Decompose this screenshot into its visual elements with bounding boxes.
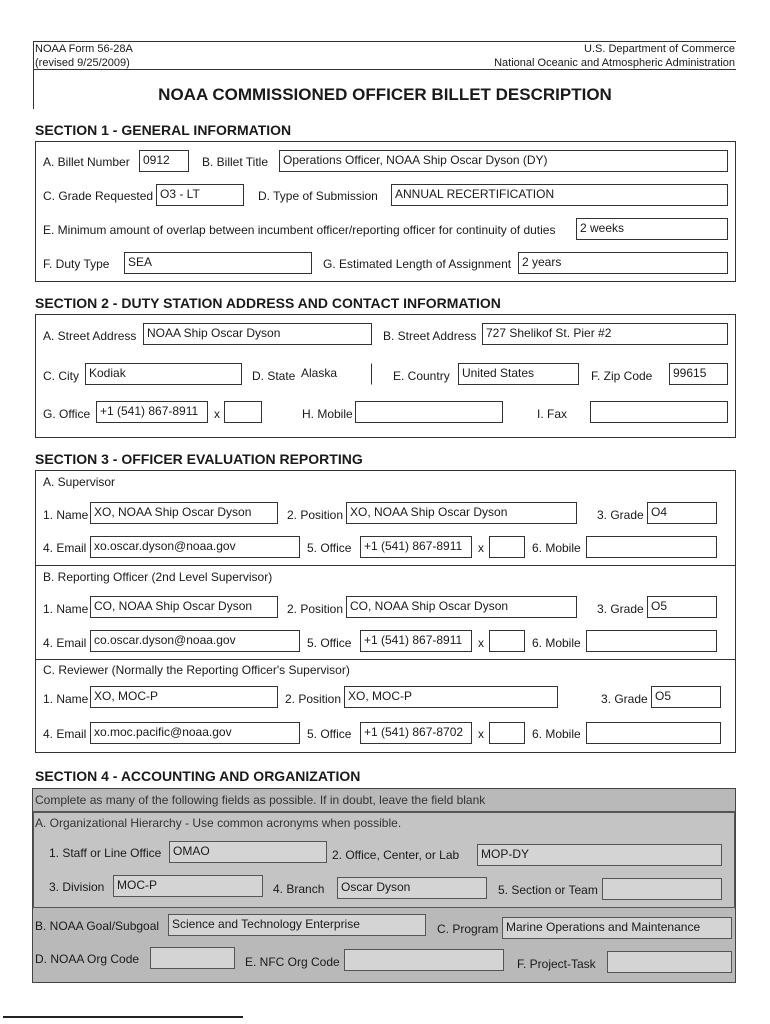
reviewer-heading: C. Reviewer (Normally the Reporting Officer's Supervisor): [43, 663, 350, 677]
reviewer-name-label: 1. Name: [43, 692, 89, 706]
reporting-ext-field[interactable]: [489, 630, 525, 652]
submission-type-label: D. Type of Submission: [258, 189, 378, 203]
org-code-field[interactable]: [150, 947, 235, 969]
page-title: NOAA COMMISSIONED OFFICER BILLET DESCRIPTION: [158, 85, 612, 104]
section-team-label: 5. Section or Team: [498, 883, 598, 897]
section3-title: SECTION 3 - OFFICER EVALUATION REPORTING: [35, 451, 363, 467]
department-name: U.S. Department of Commerce: [584, 43, 735, 55]
office-phone-label: G. Office: [43, 407, 91, 421]
reviewer-position-field[interactable]: XO, MOC-P: [344, 686, 558, 708]
nfc-code-label: E. NFC Org Code: [245, 955, 340, 969]
supervisor-email-label: 4. Email: [43, 541, 87, 555]
billet-number-field[interactable]: 0912: [139, 150, 189, 172]
country-label: E. Country: [393, 369, 450, 383]
reviewer-ext-field[interactable]: [489, 722, 525, 744]
agency-name: National Oceanic and Atmospheric Administration: [494, 57, 735, 69]
reviewer-office-label: 5. Office: [307, 727, 352, 741]
form-number: NOAA Form 56-28A: [35, 43, 133, 55]
staff-office-field[interactable]: OMAO: [169, 841, 327, 863]
reporting-name-field[interactable]: CO, NOAA Ship Oscar Dyson: [90, 596, 278, 618]
reviewer-office-field[interactable]: +1 (541) 867-8702: [360, 722, 472, 744]
reporting-email-field[interactable]: co.oscar.dyson@noaa.gov: [90, 630, 300, 652]
section4-panel: [32, 788, 736, 983]
section1-title: SECTION 1 - GENERAL INFORMATION: [35, 122, 292, 138]
reporting-position-field[interactable]: CO, NOAA Ship Oscar Dyson: [346, 596, 577, 618]
reporting-name-label: 1. Name: [43, 602, 89, 616]
fax-label: I. Fax: [537, 407, 568, 421]
section4-instruction: Complete as many of the following fields as possible. If in doubt, leave the field blank: [35, 793, 486, 807]
state-label: D. State: [252, 369, 296, 383]
supervisor-mobile-field[interactable]: [586, 536, 717, 558]
supervisor-grade-label: 3. Grade: [597, 508, 644, 522]
zip-field[interactable]: 99615: [669, 363, 728, 385]
reviewer-email-label: 4. Email: [43, 727, 87, 741]
billet-title-field[interactable]: Operations Officer, NOAA Ship Oscar Dyson (DY): [279, 150, 728, 172]
section-team-field[interactable]: [602, 878, 722, 900]
office-ext-x: x: [214, 407, 220, 421]
goal-field[interactable]: Science and Technology Enterprise: [168, 914, 426, 936]
office-center-field[interactable]: MOP-DY: [477, 844, 722, 866]
reporting-email-label: 4. Email: [43, 636, 87, 650]
office-ext-field[interactable]: [224, 401, 262, 423]
zip-label: F. Zip Code: [591, 369, 653, 383]
assignment-length-field[interactable]: 2 years: [518, 252, 728, 274]
org-code-label: D. NOAA Org Code: [35, 952, 140, 966]
supervisor-office-label: 5. Office: [307, 541, 352, 555]
street-b-label: B. Street Address: [383, 329, 477, 343]
overlap-field[interactable]: 2 weeks: [576, 218, 728, 240]
reporting-heading: B. Reporting Officer (2nd Level Supervisor): [43, 570, 273, 584]
reviewer-ext-x: x: [478, 727, 484, 741]
supervisor-name-label: 1. Name: [43, 508, 89, 522]
staff-office-label: 1. Staff or Line Office: [49, 846, 162, 860]
billet-number-label: A. Billet Number: [43, 155, 130, 169]
reviewer-mobile-label: 6. Mobile: [532, 727, 581, 741]
reviewer-name-field[interactable]: XO, MOC-P: [90, 686, 278, 708]
header-rule: [33, 69, 736, 70]
reviewer-grade-field[interactable]: O5: [651, 686, 721, 708]
grade-requested-label: C. Grade Requested: [43, 189, 154, 203]
office-center-label: 2. Office, Center, or Lab: [332, 848, 460, 862]
reporting-grade-label: 3. Grade: [597, 602, 644, 616]
supervisor-ext-field[interactable]: [489, 536, 525, 558]
division-field[interactable]: MOC-P: [113, 875, 263, 897]
submission-type-field[interactable]: ANNUAL RECERTIFICATION: [391, 184, 728, 206]
supervisor-position-label: 2. Position: [287, 508, 344, 522]
street-a-label: A. Street Address: [43, 329, 137, 343]
supervisor-grade-field[interactable]: O4: [647, 502, 717, 524]
project-task-field[interactable]: [607, 951, 732, 973]
reporting-mobile-field[interactable]: [586, 630, 717, 652]
goal-label: B. NOAA Goal/Subgoal: [35, 919, 160, 933]
billet-title-label: B. Billet Title: [202, 155, 269, 169]
program-field[interactable]: Marine Operations and Maintenance: [502, 917, 732, 939]
branch-label: 4. Branch: [273, 882, 325, 896]
division-label: 3. Division: [49, 880, 105, 894]
grade-requested-field[interactable]: O3 - LT: [156, 184, 244, 206]
section3-divider-2: [35, 659, 736, 660]
reviewer-position-label: 2. Position: [285, 692, 342, 706]
supervisor-heading: A. Supervisor: [43, 475, 116, 489]
reporting-office-field[interactable]: +1 (541) 867-8911: [360, 630, 472, 652]
form-revised: (revised 9/25/2009): [35, 57, 130, 69]
street-a-field[interactable]: NOAA Ship Oscar Dyson: [143, 323, 372, 345]
reporting-ext-x: x: [478, 636, 484, 650]
supervisor-email-field[interactable]: xo.oscar.dyson@noaa.gov: [90, 536, 300, 558]
reviewer-email-field[interactable]: xo.moc.pacific@noaa.gov: [90, 722, 300, 744]
supervisor-position-field[interactable]: XO, NOAA Ship Oscar Dyson: [346, 502, 577, 524]
nfc-code-field[interactable]: [344, 949, 504, 971]
overlap-label: E. Minimum amount of overlap between incumbent officer/reporting officer for continuity of duties: [43, 223, 556, 237]
section2-title: SECTION 2 - DUTY STATION ADDRESS AND CONTACT INFORMATION: [35, 295, 501, 311]
supervisor-name-field[interactable]: XO, NOAA Ship Oscar Dyson: [90, 502, 278, 524]
supervisor-office-field[interactable]: +1 (541) 867-8911: [360, 536, 472, 558]
program-label: C. Program: [437, 922, 499, 936]
office-phone-field[interactable]: +1 (541) 867-8911: [96, 401, 208, 423]
mobile-field[interactable]: [355, 401, 503, 423]
footer-rule: [3, 1016, 243, 1018]
fax-field[interactable]: [590, 401, 728, 423]
street-b-field[interactable]: 727 Shelikof St. Pier #2: [482, 323, 728, 345]
branch-field[interactable]: Oscar Dyson: [337, 877, 487, 899]
supervisor-ext-x: x: [478, 541, 484, 555]
duty-type-label: F. Duty Type: [43, 257, 110, 271]
org-hierarchy-heading: A. Organizational Hierarchy - Use common acronyms when possible.: [35, 816, 402, 830]
assignment-length-label: G. Estimated Length of Assignment: [323, 257, 512, 271]
reviewer-grade-label: 3. Grade: [601, 692, 648, 706]
duty-type-field[interactable]: SEA: [124, 252, 312, 274]
project-task-label: F. Project-Task: [517, 957, 596, 971]
country-field[interactable]: United States: [458, 363, 579, 385]
reporting-mobile-label: 6. Mobile: [532, 636, 581, 650]
reviewer-mobile-field[interactable]: [586, 722, 721, 744]
state-field[interactable]: Alaska: [297, 363, 372, 385]
reporting-office-label: 5. Office: [307, 636, 352, 650]
section3-divider-1: [35, 565, 736, 566]
city-label: C. City: [43, 369, 79, 383]
supervisor-mobile-label: 6. Mobile: [532, 541, 581, 555]
city-field[interactable]: Kodiak: [85, 363, 242, 385]
reporting-position-label: 2. Position: [287, 602, 344, 616]
reporting-grade-field[interactable]: O5: [647, 596, 717, 618]
mobile-label: H. Mobile: [302, 407, 353, 421]
section4-title: SECTION 4 - ACCOUNTING AND ORGANIZATION: [35, 768, 361, 784]
